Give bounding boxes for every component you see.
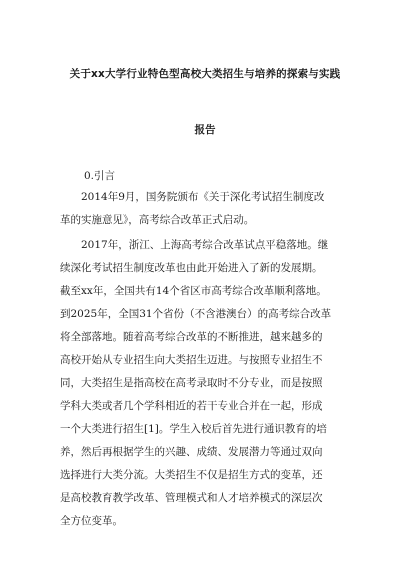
body-line: 选择进行大类分流。大类招生不仅是招生方式的变革，还: [60, 469, 323, 481]
body-line: 同，大类招生是指高校在高考录取时不分专业，而是按照: [60, 377, 323, 389]
body-line: 高校开始从专业招生向大类招生迈进。与按照专业招生不: [60, 354, 323, 366]
section-heading: 0.引言: [84, 170, 116, 182]
body-line: 截至xx年，全国共有14个省区市高考综合改革顺利落地。: [60, 285, 327, 297]
body-line: 续深化考试招生制度改革也由此开始进入了新的发展期。: [60, 262, 323, 274]
body-line: 到2025年，全国31个省份（不含港澳台）的高考综合改革: [60, 308, 332, 320]
body-line: 全方位变革。: [60, 515, 123, 527]
body-line: 革的实施意见》，高考综合改革正式启动。: [60, 214, 255, 226]
body-line: 是高校教育教学改革、管理模式和人才培养模式的深层次: [60, 492, 323, 504]
body-line: 将全部落地。随着高考综合改革的不断推进，越来越多的: [60, 331, 323, 343]
body-line: 2014年9月，国务院颁布《关于深化考试招生制度改: [60, 191, 325, 203]
body-line: 学科大类或者几个学科相近的若干专业合并在一起，形成: [60, 400, 323, 412]
body-line: 养，然后再根据学生的兴趣、成绩、发展潜力等通过双向: [60, 446, 323, 458]
document-title-continuation: 报告: [194, 124, 216, 136]
body-line: 一个大类进行招生[1]。学生入校后首先进行通识教育的培: [60, 423, 327, 435]
body-line: 2017年，浙江、上海高考综合改革试点平稳落地。继: [60, 239, 329, 251]
document-title: 关于xx大学行业特色型高校大类招生与培养的探索与实践: [69, 68, 341, 80]
